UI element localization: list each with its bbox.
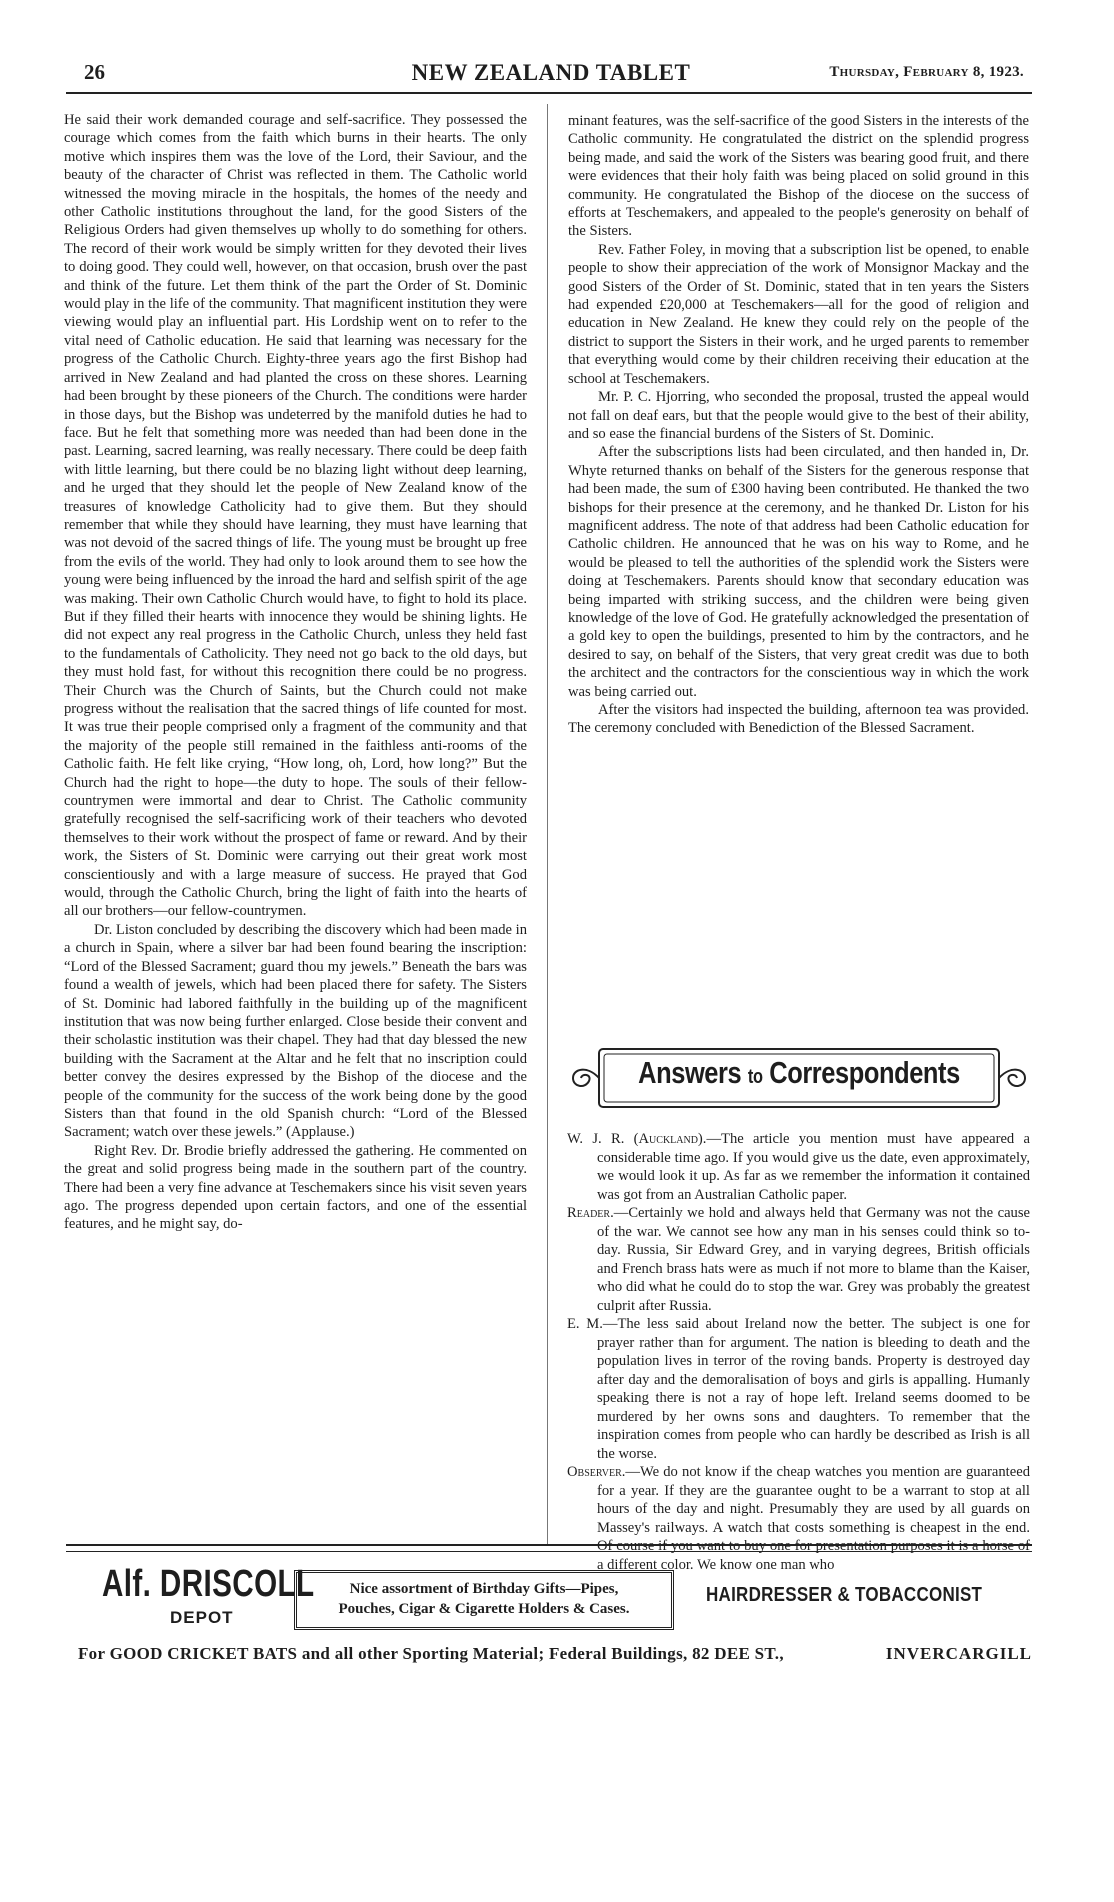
advert-rule (66, 1544, 1032, 1552)
banner-title (609, 1055, 989, 1091)
issue-date: Thursday, February 8, 1923. (829, 64, 1024, 80)
column-divider (547, 104, 548, 1544)
correspondent-name: W. J. R. (Auckland). (567, 1131, 707, 1147)
answer-item (567, 1130, 1030, 1204)
advert-box (294, 1570, 674, 1630)
left-column (64, 111, 527, 1234)
answers-banner (567, 1043, 1031, 1113)
banner-word: Correspondents (769, 1055, 960, 1090)
answer-item (567, 1204, 1030, 1315)
advert-footer-text: For GOOD CRICKET BATS and all other Sporting Material; Federal Buildings, 82 DEE ST., (78, 1644, 784, 1663)
advert-depot: DEPOT (170, 1608, 234, 1627)
article-paragraph: After the subscriptions lists had been circulated, and then handed in, Dr. Whyte returned thanks on behalf of the Sisters for the generous response that had been made, the sum of £300 having been contributed. He thanked the two bishops for their presence at the ceremony, and he thanked Dr. Liston for his magnificent address. The note of that address had been Catholic education for Catholic children. He announced that he was on his way to Rome, and he would be pleased to tell the authorities of the splendid work the Sisters were doing at Teschemakers. Parents should know that secondary education was being imparted with striking success, and the children were being given knowledge of the love of God. He gratefully acknowledged the presentation of a gold key to open the buildings, presented to him by the contractors, and he desired to say, on behalf of the Sisters, that very great credit was due to both the architect and the contractors for the conscientious way in which the work was being carried out. (568, 444, 1029, 700)
article-paragraph: Mr. P. C. Hjorring, who seconded the proposal, trusted the appeal would not fall on deaf ears, but that the people would give to the best of their ability, and so ease the financial burdens of the Sisters of St. Dominic. (568, 389, 1029, 442)
article-paragraph: minant features, was the self-sacrifice of the good Sisters in the interests of the Catholic community. He congratulated the district on the splendid progress being made, and said the work of the Sisters was bearing good fruit, and there were evidences that their holy faith was being placed on solid ground in this community. He congratulated the Bishop of the diocese on the success of efforts at Teschemakers, and appealed to the people's generosity on behalf of the Sisters. (568, 113, 1029, 240)
answer-text: —Certainly we hold and always held that Germany was not the cause of the war. We cannot see how any man in his senses could think so to-day. Russia, Sir Edward Grey, and in varying degrees, British officials and French brass hats were as much if not more to blame than the Kaiser, who did what he could do to stop the war. Grey was probably the greatest culprit after Russia. (597, 1205, 1030, 1314)
banner-word: Answers (638, 1055, 742, 1090)
page-header (78, 60, 1024, 88)
advert-business-name: Alf. DRISCOLL (102, 1563, 315, 1605)
article-paragraph: Rev. Father Foley, in moving that a subscription list be opened, to enable people to show their appreciation of the work of Monsignor Mackay and the good Sisters of the Order of St. Dominic, stated that in ten years the Sisters had expended £20,000 at Teschemakers—all for the good of religion and education in New Zealand. He knew they could rely on the people of the district to support the Sisters in their work, and he urged parents to remember that everything would come by their children receiving their education at the school at Teschemakers. (568, 241, 1029, 387)
answers-list (567, 1130, 1030, 1574)
advertisement (66, 1562, 1032, 1682)
answer-text: —We do not know if the cheap watches you mention are guaranteed for a year. If they are the guarantee ought to be a warrant to stop at all hours of the day and night. Presumably they are used by all guards on Massey's railways. A watch that costs something is cheapest in the end. Of course if you want to buy one for presentation purposes it is a horse of a different color. We know one man who (597, 1464, 1030, 1573)
publication-title: NEW ZEALAND TABLET (411, 60, 691, 85)
correspondent-name: Observer. (567, 1464, 626, 1480)
advert-box-line: Pouches, Cigar & Cigarette Holders & Cases. (338, 1601, 630, 1617)
banner-word: to (747, 1066, 763, 1088)
advert-trade: HAIRDRESSER & TOBACCONIST (706, 1584, 983, 1606)
right-column (568, 112, 1029, 738)
article-paragraph: He said their work demanded courage and self-sacrifice. They possessed the courage which comes from the faith which burns in their hearts. The only motive which inspires them was the love of the Lord, their Saviour, and the beauty of the character of Christ was reflected in them. The Catholic world witnessed the moving miracle in the hospitals, the homes of the needy and other Catholic institutions throughout the land, for the good Sisters of the Religious Orders had given themselves up wholly to do something for others. The record of their work would be simply written for they devoted their lives to doing good. They could well, however, on that occasion, brush over the past and think of the future. Let them think of the part the Order of St. Dominic would play in the life of the community. That magnificent institution they were viewing would play an influential part. His Lordship went on to refer to the vital need of Catholic education. He said that learning was necessary for the progress of the Catholic Church. Eighty-three years ago the first Bishop had arrived in New Zealand and had planted the cross on these shores. Learning had been brought by these pioneers of the Church. The conditions were harder in those days, but the Bishop was undeterred by the manifold duties he had to face. But he felt that something more was needed than had been done in the past. Learning, sacred learning, was really necessary. There could be deep faith with little learning, but there could be no blazing light without deep learning, and he urged that they should let the people of New Zealand know of the treasures of knowledge Catholicity had to give them. But they should remember that while they should have learning, they must have learning that was not devoid of the sacred things of life. The young must be brought up free from the evils of the world. They had only to look around them to see how the young were being influenced by the inroad the hard and selfish spirit of the age was making. Their own Catholic Church would have, to fight to hold its place. But if they filled their hearts with innocence they would be shining lights. He did not expect any real progress in the Catholic Church, unless they held fast to the fundamentals of Catholicity. They need not go back to the old days, but they must hold fast, for without this recognition there could be no progress. Their Church was the Church of Saints, but the Church could not make progress without the realisation that the sacred things of life counted for most. It was true their people comprised only a fragment of the community and that the majority of the people still remained in the faithless anti-rooms of the Catholic faith. He felt like crying, “How long, oh, Lord, how long?” But the Church had the right to hope—the duty to hope. The souls of their fellow-countrymen were immortal and dear to Christ. The Catholic community gratefully recognised the self-sacrificing work of their teachers who devoted themselves to their work without the prospect of fame or reward. And by their work, the Sisters of St. Dominic were carrying out their great work most conscientiously and with a large measure of success. He prayed that God would, through the Catholic Church, bring the light of faith into the hearts of all our brothers—our fellow-countrymen. (64, 112, 527, 920)
correspondent-name: E. M. (567, 1316, 603, 1332)
answer-text: —The less said about Ireland now the better. The subject is one for prayer rather than for argument. The nation is bleeding to death and the population lives in terror of the roving bands. Property is destroyed day after day and the demoralisation of boys and girls is appalling. Humanly speaking there is not a ray of hope left. Ireland seems doomed to be murdered by her owns sons and daughters. To remember that the inspiration comes from people who can hardly be described as Irish is all the worse. (597, 1316, 1030, 1462)
answer-text: —The article you mention must have appeared a considerable time ago. If you would give us the date, even approximately, we would look it up. As far as we remember the information it contained was got from an Australian Catholic paper. (597, 1131, 1030, 1203)
article-paragraph: Right Rev. Dr. Brodie briefly addressed the gathering. He commented on the great and solid progress being made in the southern part of the country. There had been a very fine advance at Teschemakers since his visit seven years ago. The progress depended upon certain factors, and one of the essential features, and he might say, do- (64, 1142, 527, 1233)
article-paragraph: Dr. Liston concluded by describing the discovery which had been made in a church in Spain, where a silver bar had been found bearing the inscription: “Lord of the Blessed Sacrament; guard thou my jewels.” Beneath the bars was found a wealth of jewels, which had been placed there for safety. The Sisters of St. Dominic had labored faithfully in the building up of the magnificent institution that was now being further enlarged. Close beside their convent and their scholastic institution was their chapel. They had that day blessed the new building with the Sacrament at the Altar and he felt that no inscription could better convey the desires expressed by the Bishop of the diocese and the people of the community for the success of the work being done by the good Sisters than that found in the old Spanish church: “Lord of the Blessed Sacrament; watch over these jewels.” (Applause.) (64, 921, 527, 1141)
advert-box-line: Nice assortment of Birthday Gifts—Pipes, (349, 1581, 619, 1597)
article-paragraph: After the visitors had inspected the building, afternoon tea was provided. The ceremony concluded with Benediction of the Blessed Sacrament. (568, 702, 1029, 737)
answer-item (567, 1463, 1030, 1574)
advert-location: INVERCARGILL (885, 1644, 1032, 1663)
answer-item (567, 1315, 1030, 1463)
correspondent-name: Reader. (567, 1205, 614, 1221)
header-rule (66, 92, 1032, 94)
page-number: 26 (84, 60, 105, 84)
